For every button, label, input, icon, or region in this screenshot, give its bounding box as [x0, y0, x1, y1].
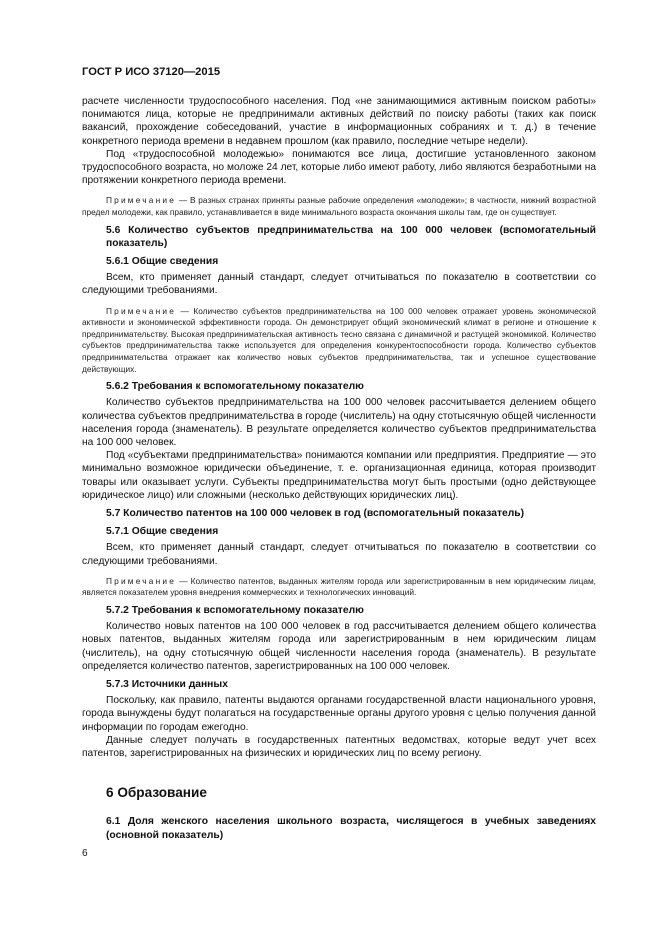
note-text: — В разных странах приняты разные рабочие определения «молодежи»; в частности, нижний возрастной предел молодежи, как правило, устанавливается в виде минимального возраста окончания школы там, где он существует.	[82, 195, 596, 218]
note-label: Примечание	[106, 305, 177, 316]
section-heading-5-7-1: 5.7.1 Общие сведения	[106, 526, 219, 538]
document-header: ГОСТ Р ИСО 37120—2015	[82, 66, 221, 78]
section-heading-5-6-2: 5.6.2 Требования к вспомогательному показателю	[106, 381, 364, 393]
section-heading-5-7-2: 5.7.2 Требования к вспомогательному показателю	[106, 605, 364, 617]
paragraph: Количество новых патентов на 100 000 человек в год рассчитывается делением общего количества новых патентов, выданных жителям города или зарегистрированным в нем юридическим лицам (числитель), на одну стотысячную общей численности населения города (знаменатель). В результате определяется количество патентов, зарегистрированных на 100 000 человек.	[82, 621, 596, 672]
paragraph: Количество субъектов предпринимательства на 100 000 человек рассчитывается делением общего количества субъектов предпринимательства в городе (числитель) на одну стотысячную общей численности населения города (знаменатель). В результате определяется количество субъектов предпринимательства на 100 000 человек.	[82, 397, 596, 448]
section-heading-6-1: 6.1 Доля женского населения школьного возраста, числящегося в учебных заведениях (основной показатель)	[106, 816, 596, 841]
paragraph: Данные следует получать в государственных патентных ведомствах, которые ведут учет всех патентов, зарегистрированных на физических и юридических лиц по всему региону.	[82, 734, 596, 760]
paragraph: расчете численности трудоспособного населения. Под «не занимающимися активным поиском работы» понимаются лица, которые не предпринимали активных действий по поиску работы (таких как поиск вакансий, прохождение собеседований, участие в информационных собраниях и т. д.) в течение конкретного периода времени в недавнем прошлом (как правило, последние четыре недели).	[82, 96, 596, 147]
chapter-heading-6: 6 Образование	[106, 785, 207, 801]
note-text: — Количество патентов, выданных жителям города или зарегистрированным в нем юридическим лицам, является показателем уровня внедрения коммерческих и технологических инноваций.	[82, 575, 596, 598]
paragraph: Поскольку, как правило, патенты выдаются органами государственной власти национального уровня, города вынуждены будут полагаться на государственные органы другого уровня с целью получения данной информации по городам ежегодно.	[82, 695, 596, 733]
note	[82, 195, 596, 218]
document-body	[82, 95, 596, 845]
note-label: Примечание	[106, 195, 177, 206]
note	[82, 576, 596, 599]
paragraph: Под «субъектами предпринимательства» понимаются компании или предприятия. Предприятие — это минимально возможное юридически объединение, т. е. организационная единица, которая производит товары или оказывает услуги. Субъекты предпринимательства могут быть простыми (одно действующее юридическое лицо) или сложными (несколько действующих юридических лиц).	[82, 450, 596, 501]
paragraph: Всем, кто применяет данный стандарт, следует отчитываться по показателю в соответствии со следующими требованиями.	[82, 542, 596, 567]
note-label: Примечание	[106, 575, 177, 586]
section-heading-5-7: 5.7 Количество патентов на 100 000 человек в год (вспомогательный показатель)	[106, 508, 525, 520]
section-heading-5-7-3: 5.7.3 Источники данных	[106, 679, 228, 691]
section-heading-5-6: 5.6 Количество субъектов предпринимательства на 100 000 человек (вспомогательный показатель)	[106, 224, 596, 249]
paragraph: Под «трудоспособной молодежью» понимаются все лица, достигшие установленного законом трудоспособного возраста, но моложе 24 лет, которые либо имеют работу, либо являются безработными на протяжении конкретного периода времени.	[82, 148, 596, 187]
note	[82, 306, 596, 376]
page-number: 6	[82, 848, 88, 859]
section-heading-5-6-1: 5.6.1 Общие сведения	[106, 256, 219, 268]
note-text: — Количество субъектов предпринимательства на 100 000 человек отражает уровень экономической активности и экономической эффективности города. Он демонстрирует общий экономический климат в регионе и отношение к предпринимательству. Высокая предпринимательская активность тесно связана с динамичной и растущей экономикой. Количество субъектов предпринимательства также используется для определения конкурентоспособности города. Количество субъектов предпринимательства отражает как количество новых субъектов предпринимательства, так и успешное существование действующих.	[82, 305, 596, 374]
paragraph: Всем, кто применяет данный стандарт, следует отчитываться по показателю в соответствии со следующими требованиями.	[82, 272, 596, 297]
